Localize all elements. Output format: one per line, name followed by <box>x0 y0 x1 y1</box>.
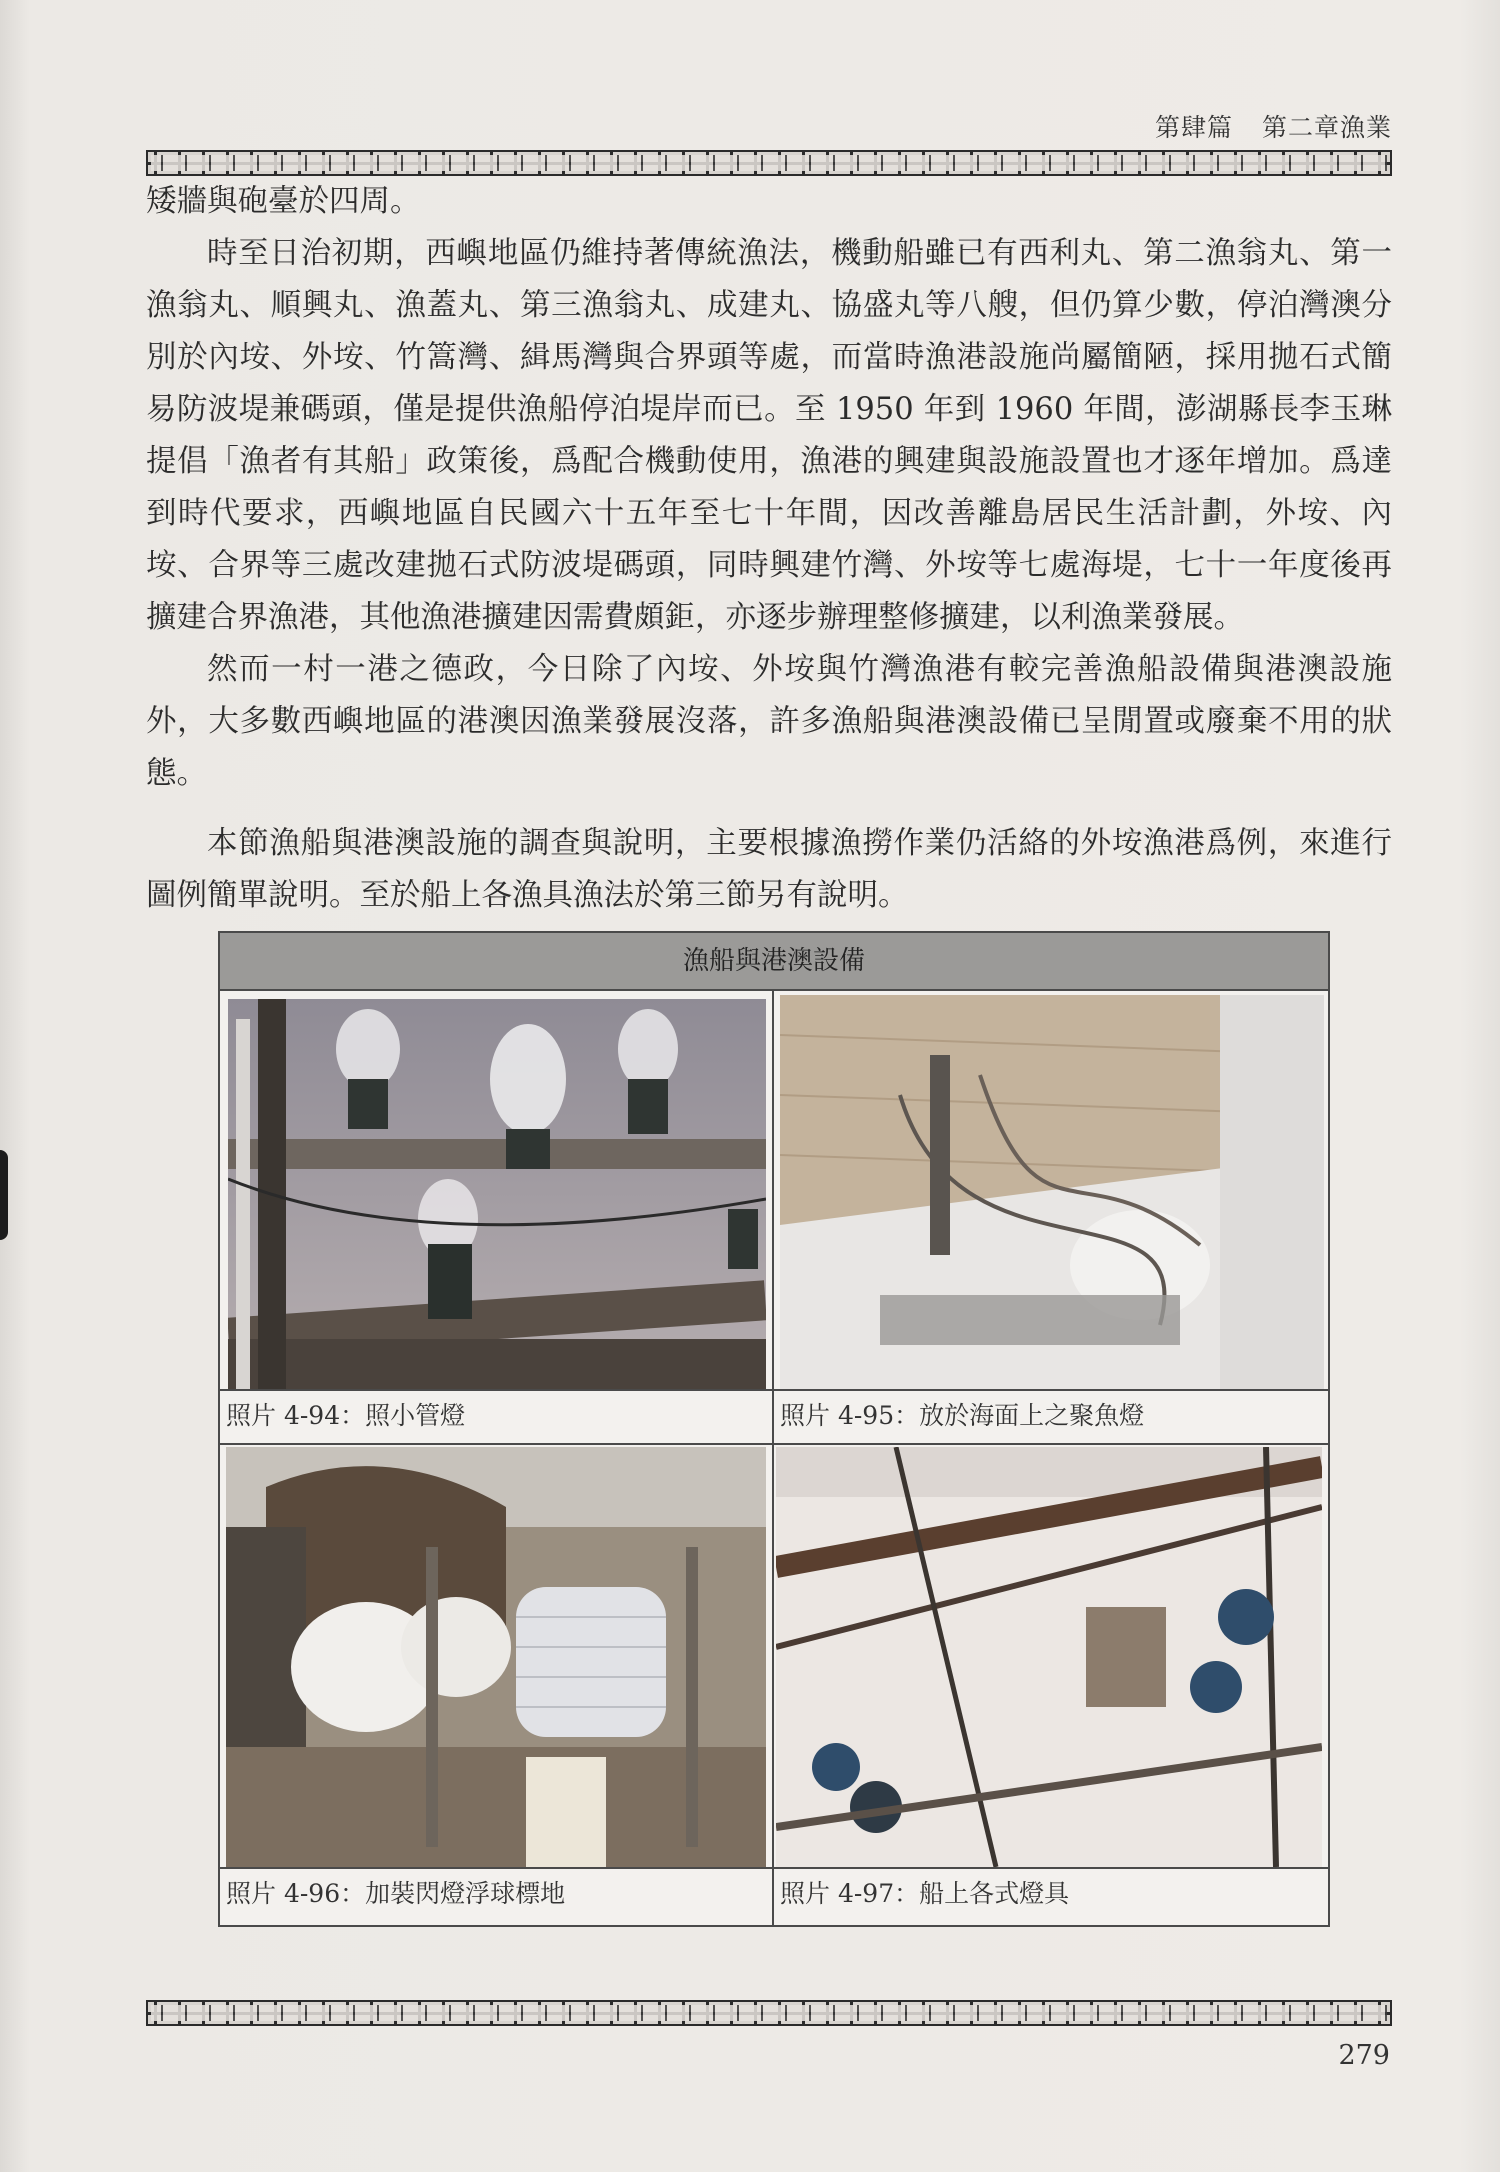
paragraph: 時至日治初期，西嶼地區仍維持著傳統漁法，機動船雖已有西利丸、第二漁翁丸、第一漁翁丸、順興丸、漁蓋丸、第三漁翁丸、成建丸、協盛丸等八艘，但仍算少數，停泊灣澳分別於內垵、外垵、竹篙灣、緝馬灣與合界頭等處，而當時漁港設施尚屬簡陋，採用拋石式簡易防波堤兼碼頭，僅是提供漁船停泊堤岸而已。至 1950 年到 1960 年間，澎湖縣長李玉琳提倡「漁者有其船」政策後，爲配合機動使用，漁港的興建與設施設置也才逐年增加。爲達到時代要求，西嶼地區自民國六十五年至七十年間，因改善離島居民生活計劃，外垵、內垵、合界等三處改建拋石式防波堤碼頭，同時興建竹灣、外垵等七處海堤，七十一年度後再擴建合界漁港，其他漁港擴建因需費頗鉅，亦逐步辦理整修擴建，以利漁業發展。 <box>146 236 1392 635</box>
column-divider <box>772 991 774 1925</box>
row-divider <box>220 1443 1328 1445</box>
photo-caption: 照片 4-97：船上各式燈具 <box>780 1879 1070 1908</box>
photo-table <box>218 931 1330 1927</box>
photo-squid-lamps <box>228 999 766 1389</box>
running-head <box>1135 108 1392 144</box>
scan-edge-shadow <box>0 1150 8 1240</box>
photo-floats <box>226 1447 766 1867</box>
part-title: 第肆篇 <box>1155 113 1234 142</box>
body-text <box>146 176 1392 922</box>
photo-lamps-on-boat <box>776 1447 1322 1867</box>
paragraph: 然而一村一港之德政，今日除了內垵、外垵與竹灣漁港有較完善漁船設備與港澳設施外，大多數西嶼地區的港澳因漁業發展沒落，許多漁船與港澳設備已呈閒置或廢棄不用的狀態。 <box>146 652 1392 791</box>
chapter-title: 第二章漁業 <box>1261 113 1392 142</box>
photo-fish-lamp <box>780 995 1324 1389</box>
table-title: 漁船與港澳設備 <box>220 933 1328 991</box>
top-ornament-border <box>146 150 1392 176</box>
photo-caption: 照片 4-94：照小管燈 <box>226 1401 466 1430</box>
photo-caption: 照片 4-95：放於海面上之聚魚燈 <box>780 1401 1145 1430</box>
page-number: 279 <box>1338 2040 1390 2071</box>
paragraph: 本節漁船與港澳設施的調查與說明，主要根據漁撈作業仍活絡的外垵漁港爲例，來進行圖例簡單說明。至於船上各漁具漁法於第三節另有說明。 <box>146 826 1392 913</box>
photo-grid <box>220 991 1328 1925</box>
paragraph-continued: 矮牆與砲臺於四周。 <box>146 184 421 219</box>
bottom-ornament-border <box>146 2000 1392 2026</box>
photo-caption: 照片 4-96：加裝閃燈浮球標地 <box>226 1879 566 1908</box>
